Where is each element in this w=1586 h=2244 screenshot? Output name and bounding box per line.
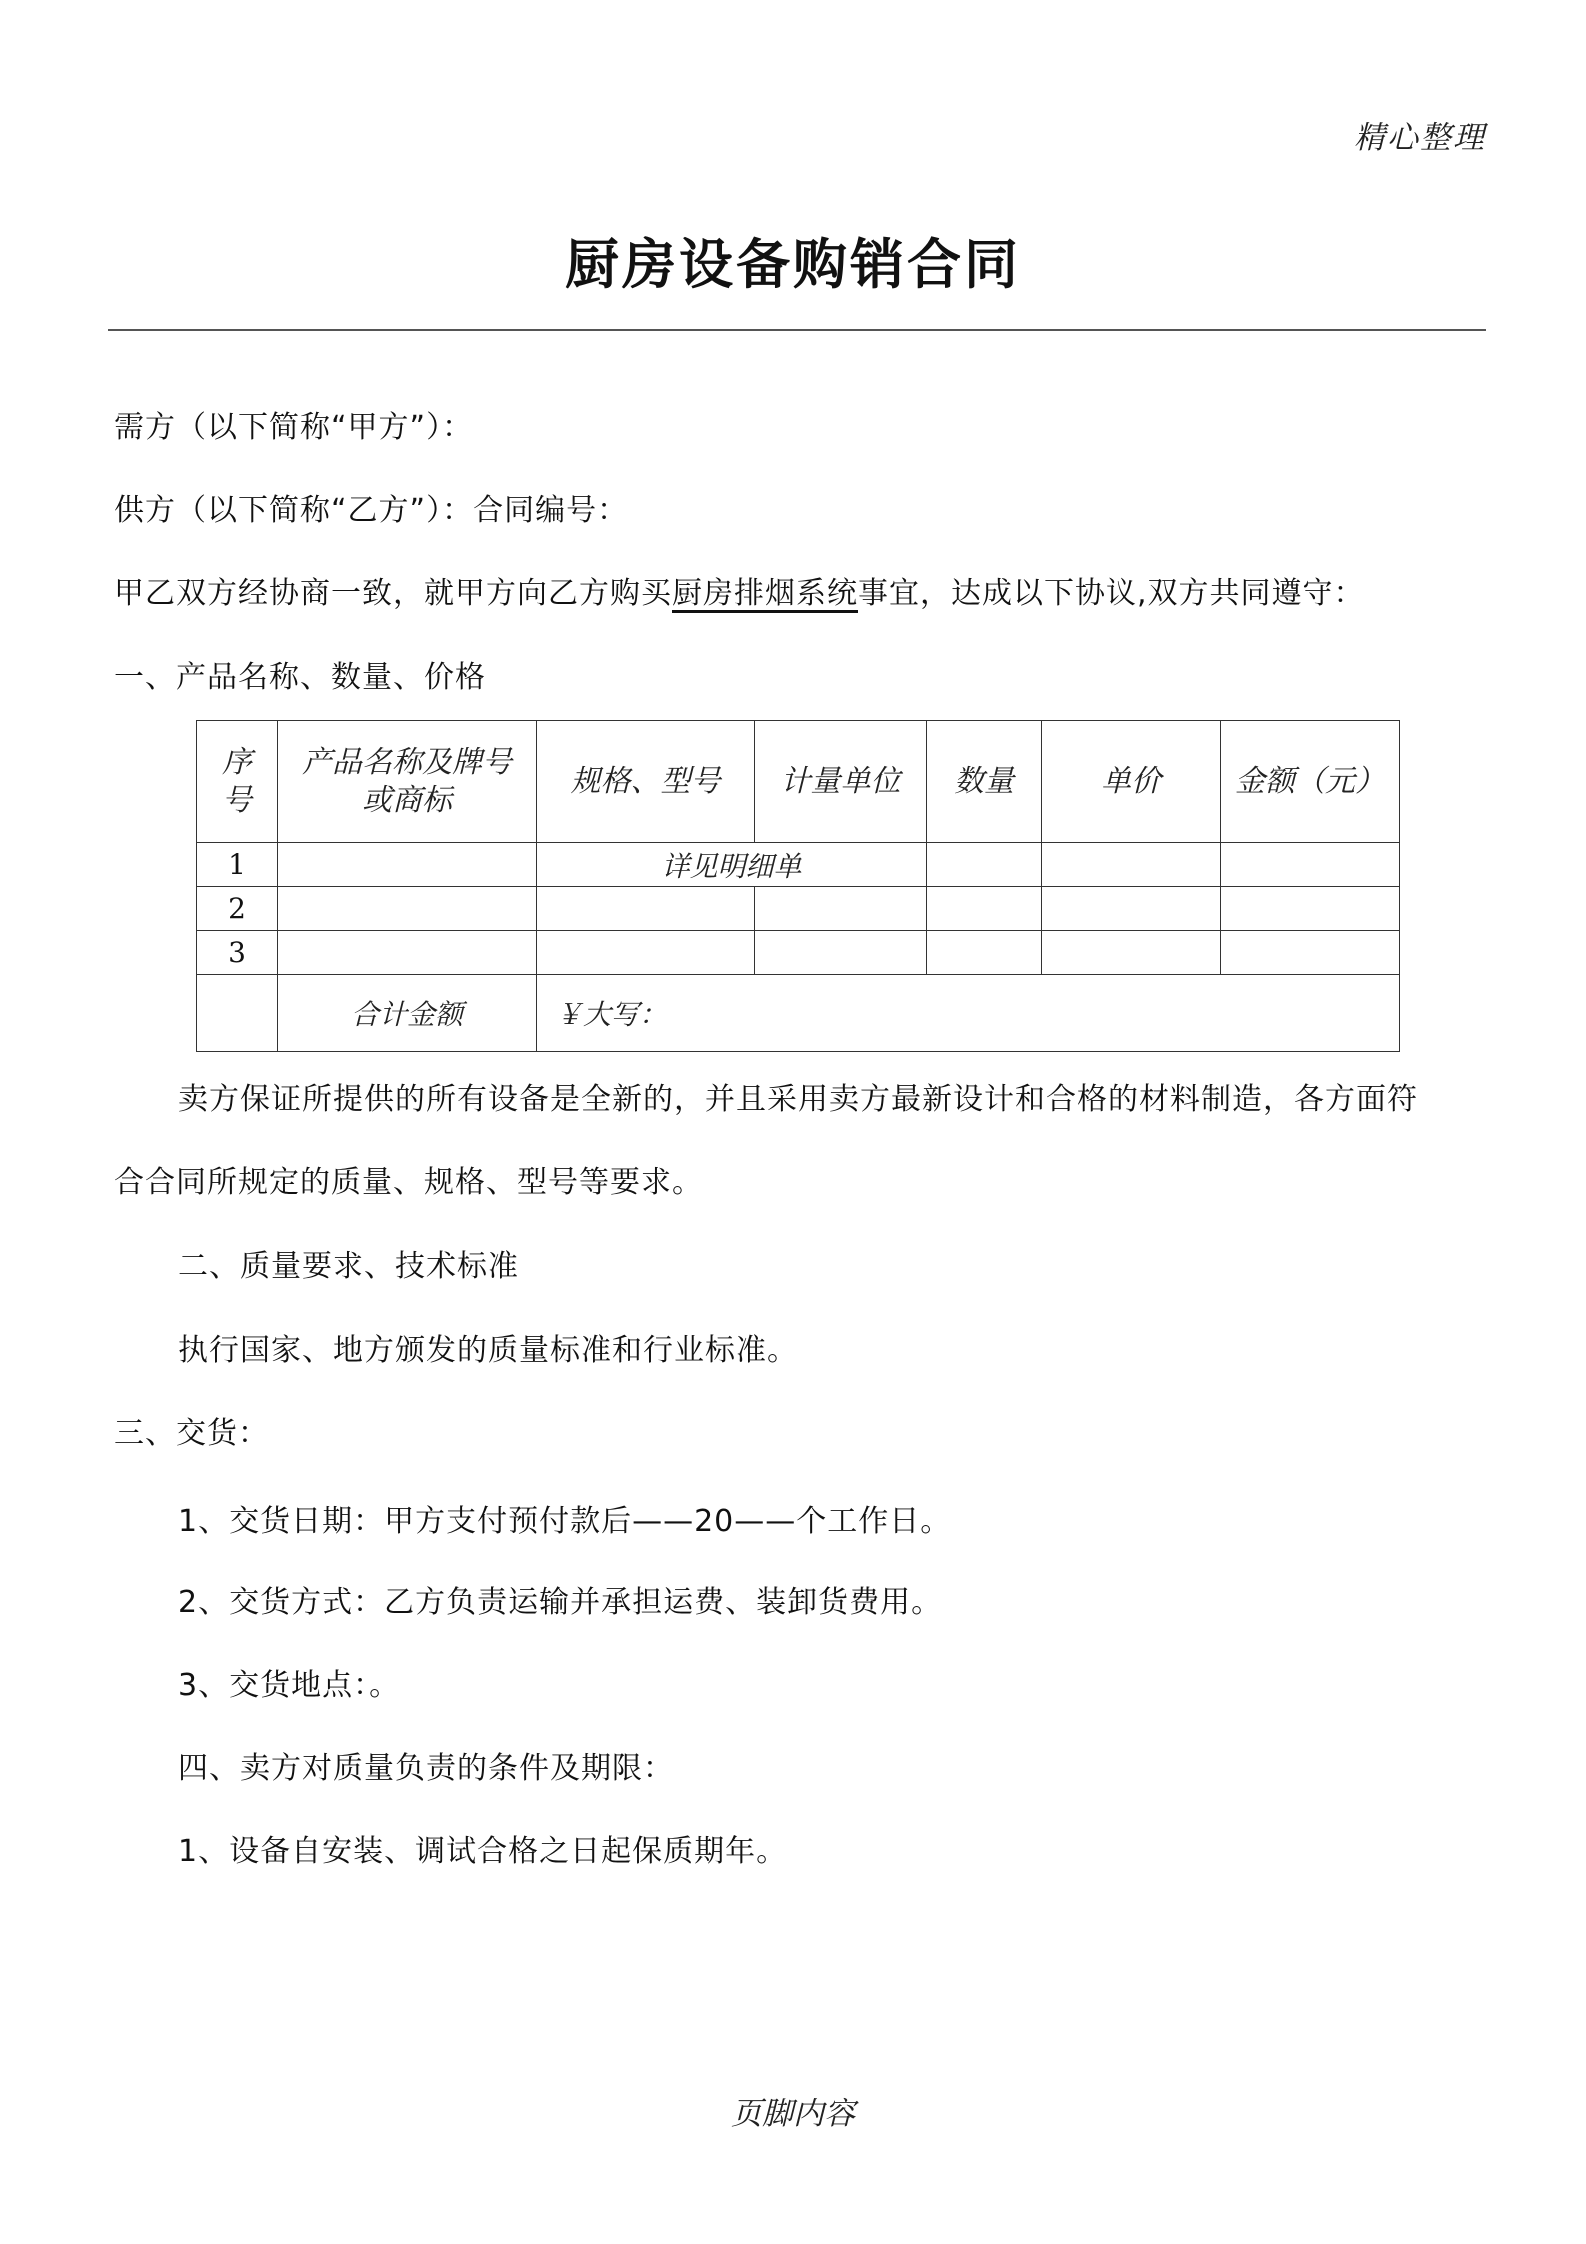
total-value: ￥大写： xyxy=(537,975,1400,1052)
header-seq-text: 序号 xyxy=(222,744,252,818)
header-unit-text: 计量单位 xyxy=(780,763,901,799)
header-price-text: 单价 xyxy=(1101,763,1161,799)
header-price xyxy=(1042,721,1221,843)
header-product-text: 产品名称及牌号或商标 xyxy=(302,744,512,818)
section4-title: 四、卖方对质量负责的条件及期限： xyxy=(178,1751,674,1786)
title-divider xyxy=(108,329,1486,331)
section3-title: 三、交货： xyxy=(114,1416,269,1451)
document-title: 厨房设备购销合同 xyxy=(565,233,1021,296)
party-b-line xyxy=(114,485,628,529)
header-amount xyxy=(1221,721,1400,843)
product-table xyxy=(196,720,1400,1052)
delivery-method: 2、交货方式：乙方负责运输并承担运费、装卸货费用。 xyxy=(178,1585,943,1620)
section1-title: 一、产品名称、数量、价格 xyxy=(114,660,486,695)
table-header-row xyxy=(197,721,1400,843)
header-seq xyxy=(197,721,278,843)
header-product xyxy=(278,721,537,843)
header-spec-text: 规格、型号 xyxy=(570,763,721,799)
row-unit-cell xyxy=(755,887,927,931)
row-note-cell: 详见明细单 xyxy=(537,843,927,887)
party-b-label: 供方（以下简称“乙方”）： xyxy=(114,493,474,528)
row-seq: 3 xyxy=(197,931,278,975)
table-total-row xyxy=(197,975,1400,1052)
row-product-cell xyxy=(278,843,537,887)
intro-before: 甲乙双方经协商一致，就甲方向乙方购买 xyxy=(114,576,672,611)
row-qty-cell xyxy=(927,931,1042,975)
section2-body: 执行国家、地方颁发的质量标准和行业标准。 xyxy=(178,1333,798,1368)
delivery-place: 3、交货地点：。 xyxy=(178,1668,401,1703)
row-price-cell xyxy=(1042,931,1221,975)
row-spec-cell xyxy=(537,931,755,975)
total-label: 合计金额 xyxy=(278,975,537,1052)
header-qty-text: 数量 xyxy=(954,763,1014,799)
header-spec xyxy=(537,721,755,843)
footer-note: 页脚内容 xyxy=(731,2096,855,2132)
row-qty-cell xyxy=(927,843,1042,887)
guarantee-line-1: 卖方保证所提供的所有设备是全新的，并且采用卖方最新设计和合格的材料制造，各方面符 xyxy=(178,1082,1418,1117)
header-qty xyxy=(927,721,1042,843)
total-empty-cell xyxy=(197,975,278,1052)
row-price-cell xyxy=(1042,887,1221,931)
row-amount-cell xyxy=(1221,843,1400,887)
header-amount-text: 金额（元） xyxy=(1235,763,1385,799)
row-product-cell xyxy=(278,931,537,975)
row-amount-cell xyxy=(1221,931,1400,975)
intro-subject: 厨房排烟系统 xyxy=(672,576,858,611)
row-qty-cell xyxy=(927,887,1042,931)
row-amount-cell xyxy=(1221,887,1400,931)
table-row xyxy=(197,931,1400,975)
header-note: 精心整理 xyxy=(1354,120,1486,156)
intro-after: 事宜，达成以下协议,双方共同遵守： xyxy=(858,576,1365,611)
row-seq: 1 xyxy=(197,843,278,887)
table-row xyxy=(197,887,1400,931)
delivery-date: 1、交货日期：甲方支付预付款后——20——个工作日。 xyxy=(178,1504,952,1539)
row-unit-cell xyxy=(755,931,927,975)
intro-line xyxy=(114,568,1365,612)
table-row xyxy=(197,843,1400,887)
row-price-cell xyxy=(1042,843,1221,887)
contract-number-label: 合同编号： xyxy=(473,493,629,528)
header-unit xyxy=(755,721,927,843)
party-a-line: 需方（以下简称“甲方”）： xyxy=(114,410,474,445)
guarantee-line-2: 合合同所规定的质量、规格、型号等要求。 xyxy=(114,1165,703,1200)
row-spec-cell xyxy=(537,887,755,931)
row-seq: 2 xyxy=(197,887,278,931)
section2-title: 二、质量要求、技术标准 xyxy=(178,1249,519,1284)
row-product-cell xyxy=(278,887,537,931)
warranty-line: 1、设备自安装、调试合格之日起保质期年。 xyxy=(178,1834,788,1869)
